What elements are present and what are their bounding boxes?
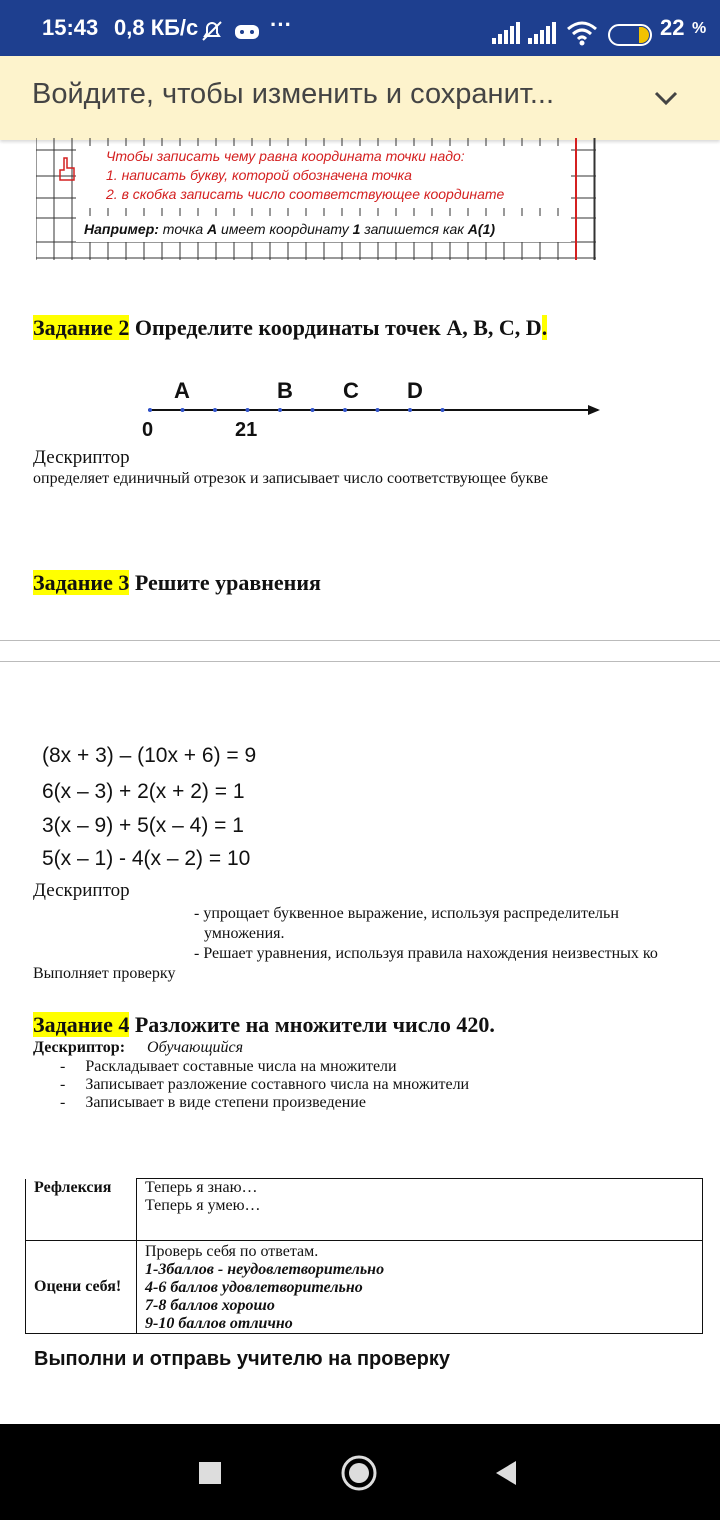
table-cell	[137, 1241, 703, 1334]
sign-in-banner[interactable]	[0, 56, 720, 140]
battery-level: 22	[660, 15, 685, 40]
bell-muted-icon	[200, 20, 224, 42]
number-line-tick	[343, 408, 347, 412]
pointing-hand-icon	[56, 156, 78, 184]
example-text3: запишется как	[360, 221, 468, 237]
chevron-down-icon[interactable]	[652, 84, 680, 112]
task3-descriptor-1: - упрощает буквенное выражение, используя распределительн	[194, 905, 619, 922]
example-label: Например:	[84, 221, 159, 237]
grade-4: 9-10 баллов отлично	[145, 1315, 293, 1332]
coordinate-instructions-box	[36, 138, 596, 260]
page-break	[0, 640, 720, 662]
grade-3: 7-8 баллов хорошо	[145, 1297, 275, 1314]
number-line	[140, 375, 610, 445]
reflection-table	[25, 1178, 703, 1334]
example-text2: имеет координату	[217, 221, 353, 237]
grade-2: 4-6 баллов удовлетворительно	[145, 1279, 363, 1296]
table-row	[26, 1241, 703, 1334]
number-line-tick	[213, 408, 217, 412]
number-line-tick	[408, 408, 412, 412]
task2-text: Определите координаты точек A, B, C, D	[129, 315, 542, 340]
equation-1: (8x + 3) – (10x + 6) = 9	[42, 744, 257, 767]
task4-descriptor-title: Дескриптор:	[33, 1039, 126, 1056]
point-label-d: D	[407, 378, 423, 403]
tick-label-21: 21	[235, 419, 258, 441]
point-label-b: B	[277, 378, 293, 403]
number-line-tick	[148, 408, 152, 412]
task2-label: Задание 2	[33, 315, 130, 340]
number-line-graphic	[140, 375, 610, 445]
task4-text: Разложите на множители число 420.	[129, 1012, 495, 1037]
task4-item-3: Записывает в виде степени произведение	[85, 1094, 366, 1111]
task3-check: Выполняет проверку	[33, 965, 176, 982]
home-button[interactable]	[340, 1454, 378, 1492]
task2-descriptor-title: Дескриптор	[33, 447, 130, 468]
game-icon	[234, 22, 260, 42]
navigation-bar	[0, 1424, 720, 1520]
check-answers: Проверь себя по ответам.	[145, 1243, 319, 1260]
reflection-label: Рефлексия	[26, 1179, 137, 1241]
battery-unit: %	[692, 20, 707, 37]
table-cell	[137, 1179, 703, 1241]
task4-learner: Обучающийся	[147, 1039, 244, 1056]
assess-label: Оцени себя!	[26, 1241, 137, 1334]
task4-label: Задание 4	[33, 1012, 130, 1037]
equation-4: 5(x – 1) - 4(x – 2) = 10	[42, 847, 251, 870]
task2-dot: .	[541, 315, 548, 340]
task3-heading	[33, 570, 321, 596]
task3-text: Решите уравнения	[129, 570, 321, 595]
number-line-tick	[311, 408, 315, 412]
task2-descriptor-text: определяет единичный отрезок и записывает число соответствующее букве	[33, 470, 549, 487]
example-point: А	[207, 221, 218, 237]
table-row	[26, 1179, 703, 1241]
equation-3: 3(x – 9) + 5(x – 4) = 1	[42, 814, 244, 837]
task3-descriptor-1b: умножения.	[204, 925, 285, 942]
list-item: - Раскладывает составные числа на множители	[60, 1058, 397, 1075]
task4-heading	[33, 1012, 495, 1038]
task4-descriptor-line	[33, 1039, 243, 1057]
know-text: Теперь я знаю…	[145, 1179, 258, 1196]
example-line	[84, 221, 495, 237]
instruction-line-3: 2. в скобка записать число соответствующее координате	[106, 186, 505, 202]
recents-button[interactable]	[198, 1461, 222, 1485]
wifi-icon	[566, 20, 598, 46]
status-speed: 0,8 КБ/с	[114, 15, 199, 40]
status-bar	[0, 0, 720, 56]
sign-in-banner-text[interactable]: Войдите, чтобы изменить и сохранит...	[32, 78, 555, 110]
task3-descriptor-2: - Решает уравнения, используя правила нахождения неизвестных ко	[194, 945, 658, 962]
can-text: Теперь я умею…	[145, 1197, 261, 1214]
example-result: А(1)	[467, 221, 496, 237]
signal-icon	[492, 22, 522, 44]
back-button[interactable]	[492, 1459, 520, 1487]
tick-label-zero: 0	[142, 419, 154, 441]
equation-2: 6(x – 3) + 2(x + 2) = 1	[42, 780, 245, 803]
instruction-line-1: Чтобы записать чему равна координата точки надо:	[106, 148, 465, 164]
point-label-a: A	[174, 378, 190, 403]
task4-list	[60, 1058, 469, 1112]
number-line-tick	[376, 408, 380, 412]
footer-text: Выполни и отправь учителю на проверку	[34, 1348, 450, 1370]
number-line-tick	[181, 408, 185, 412]
number-line-tick	[278, 408, 282, 412]
status-more: ···	[270, 12, 292, 37]
task4-item-2: Записывает разложение составного числа на множители	[85, 1076, 470, 1093]
task3-descriptor-title: Дескриптор	[33, 880, 130, 901]
list-item: - Записывает в виде степени произведение	[60, 1094, 366, 1111]
list-item: - Записывает разложение составного числа на множители	[60, 1076, 470, 1093]
status-time: 15:43	[42, 15, 99, 40]
number-line-tick	[246, 408, 250, 412]
number-line-tick	[441, 408, 445, 412]
example-one: 1	[352, 221, 361, 237]
task2-heading	[33, 315, 547, 341]
task4-item-1: Раскладывает составные числа на множители	[85, 1058, 397, 1075]
example-text: точка	[158, 221, 208, 237]
task3-label: Задание 3	[33, 570, 130, 595]
signal-icon-2	[528, 22, 558, 44]
grade-1: 1-3баллов - неудовлетворительно	[145, 1261, 385, 1278]
point-label-c: C	[343, 378, 359, 403]
battery-icon	[608, 24, 656, 46]
instruction-line-2: 1. написать букву, которой обозначена точка	[106, 167, 412, 183]
